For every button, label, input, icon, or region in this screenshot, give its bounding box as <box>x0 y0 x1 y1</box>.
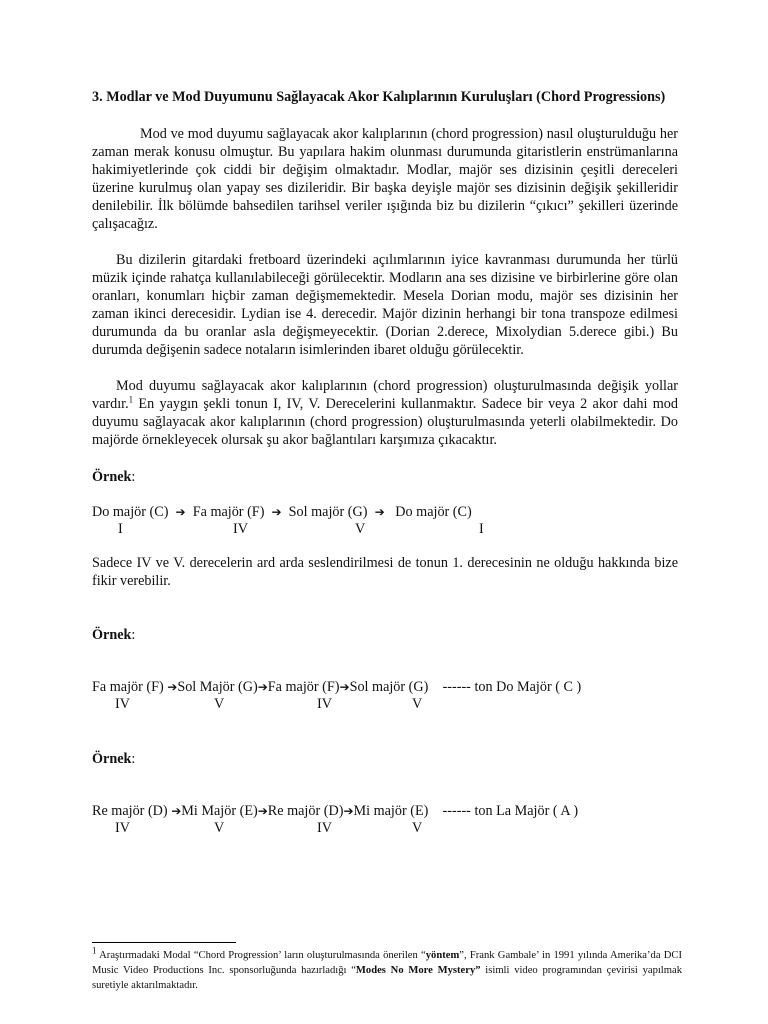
ex2-chord-4: Sol majör (G) <box>349 679 429 695</box>
example-label-1 <box>92 468 678 486</box>
footnote-text-b: ”, Frank Gambale’ in 1991 yılında Amerika’da DCI Music Video Productions Inc. sponsorluğunda hazırladığı “ <box>92 950 683 976</box>
arrow-icon: ➔ <box>339 680 350 694</box>
ex2-chord-2: Sol Majör (G) <box>177 679 258 695</box>
arrow-icon: ➔ <box>343 804 354 818</box>
arrow-icon: ➔ <box>271 505 282 519</box>
ex3-tail: ------ ton La Majör ( A ) <box>442 803 579 819</box>
ex2-degree-1: IV <box>115 696 130 712</box>
ex1-chord-4: Do majör (C) <box>395 504 472 520</box>
ex2-chord-1: Fa majör (F) <box>92 679 164 695</box>
example-label-colon: : <box>131 627 136 643</box>
ex3-degree-1: IV <box>115 820 130 836</box>
example-label-text: Örnek <box>92 627 132 643</box>
paragraph-3-part-a: Mod duyumu sağlayacak akor kalıplarının (chord progression) oluşturulmasında değişik yollar vardır. <box>92 378 678 412</box>
document-page <box>92 88 678 837</box>
arrow-icon: ➔ <box>175 505 186 519</box>
ex1-degree-4: I <box>479 521 484 537</box>
ex3-chord-3: Re majör (D) <box>267 803 344 819</box>
ex1-chord-3: Sol majör (G) <box>288 504 368 520</box>
example-label-text: Örnek <box>92 469 132 485</box>
example-label-3 <box>92 750 678 768</box>
ex1-degree-1: I <box>118 521 123 537</box>
ex1-chord-2: Fa majör (F) <box>192 504 265 520</box>
example-3-degrees <box>92 820 678 837</box>
arrow-icon: ➔ <box>167 680 178 694</box>
paragraph-3 <box>92 377 678 449</box>
section-heading: 3. Modlar ve Mod Duyumunu Sağlayacak Akor Kalıplarının Kuruluşları (Chord Progressions) <box>92 89 666 105</box>
arrow-icon: ➔ <box>257 680 268 694</box>
ex2-degree-2: V <box>214 696 225 712</box>
ex3-chord-1: Re majör (D) <box>92 803 168 819</box>
example-label-2 <box>92 626 678 644</box>
ex2-chord-3: Fa majör (F) <box>267 679 340 695</box>
arrow-icon: ➔ <box>374 505 385 519</box>
example-2-progression <box>92 679 678 696</box>
footnote-ref[interactable]: 1 <box>128 394 134 405</box>
ex3-degree-3: IV <box>317 820 332 836</box>
example-1-note: Sadece IV ve V. derecelerin ard arda seslendirilmesi de tonun 1. derecesinin ne olduğu hakkında bize fikir verebilir. <box>92 555 678 589</box>
ex3-degree-2: V <box>214 820 225 836</box>
paragraph-1: Mod ve mod duyumu sağlayacak akor kalıplarının (chord progression) nasıl oluşturulduğu her zaman merak konusu olmuştur. Bu yapılara hakim olunması durumunda gitaristlerin enstrümanlarına hakimiyetlerinde çok ciddi bir değişim olmaktadır. Modlar, majör ses dizisinin çeşitli dereceleri üzerine kurulmuş olan yapay ses dizileridir. Bir başka deyişle majör ses dizisinin değişik şekilleridir denilebilir. İlk bölümde bahsedilen tarihsel veriler ışığında biz bu dizilerin “çıkıcı” şekilleri üzerinde çalışacağız. <box>92 126 678 232</box>
footnote-divider <box>92 942 236 943</box>
footnote <box>92 945 683 993</box>
arrow-icon: ➔ <box>257 804 268 818</box>
example-2-degrees <box>92 696 678 713</box>
example-label-text: Örnek <box>92 751 132 767</box>
example-label-colon: : <box>131 469 136 485</box>
footnote-bold-1: yöntem <box>425 950 460 961</box>
example-label-colon: : <box>131 751 136 767</box>
example-1-degrees <box>92 521 678 538</box>
example-1-progression <box>92 504 678 521</box>
paragraph-2: Bu dizilerin gitardaki fretboard üzerindeki açılımlarının iyice kavranması durumunda her türlü müzik içinde rahatça kullanılabileceği görülecektir. Modların ana ses dizisine ve birbirlerine göre olan oranları, konumları hiçbir zaman değişmemektedir. Mesela Dorian modu, majör ses dizisinin her zaman ikinci derecesidir. Lydian ise 4. derecedir. Majör dizinin herhangi bir tona transpoze edilmesi durumunda da bu oranlar asla değişmeyecektir. (Dorian 2.derece, Mixolydian 5.derece gibi.) Bu durumda değişenin sadece notaların isimlerinden ibaret olduğu görülecektir. <box>92 252 678 358</box>
footnote-number: 1 <box>92 945 97 956</box>
ex3-chord-4: Mi majör (E) <box>353 803 429 819</box>
ex2-tail: ------ ton Do Majör ( C ) <box>442 679 582 695</box>
paragraph-3-part-b: En yaygın şekli tonun I, IV, V. Derecelerini kullanmaktır. Sadece bir veya 2 akor dahi mod duyumu sağlayacak akor kalıplarının (chord progression) oluşturulmasında yeterli olabilmektedir. Do majörde örnekleyecek olursak şu akor bağlantıları karşımıza çıkacaktır. <box>92 396 678 448</box>
ex3-chord-2: Mi Majör (E) <box>181 803 258 819</box>
ex1-degree-2: IV <box>233 521 248 537</box>
arrow-icon: ➔ <box>171 804 182 818</box>
footnote-bold-2: Modes No More Mystery” <box>355 965 481 976</box>
ex1-chord-1: Do majör (C) <box>92 504 169 520</box>
ex2-degree-3: IV <box>317 696 332 712</box>
footnote-text-c: isimli video programından çevirisi yapılmak suretiyle aktarılmaktadır. <box>92 965 682 991</box>
ex2-degree-4: V <box>412 696 423 712</box>
example-3-progression <box>92 803 678 820</box>
footnote-text-a: Araştırmadaki Modal “Chord Progression’ ların oluşturulmasında önerilen “ <box>96 950 426 961</box>
ex3-degree-4: V <box>412 820 423 836</box>
ex1-degree-3: V <box>355 521 366 537</box>
